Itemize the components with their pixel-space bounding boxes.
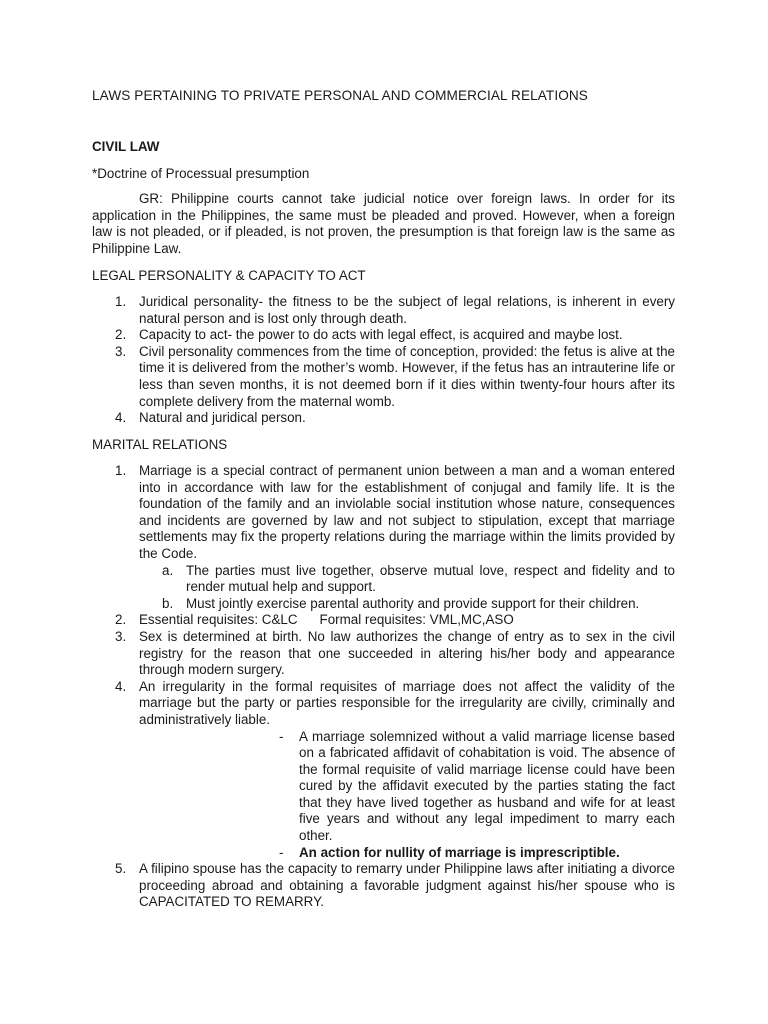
list-item-text: An irregularity in the formal requisites of marriage does not affect the validity of the marriage but the party or parties responsible for the irregularity are civilly, criminally and administratively liable. <box>139 678 675 727</box>
legal-personality-heading: LEGAL PERSONALITY & CAPACITY TO ACT <box>92 268 366 283</box>
dash-bullet: - <box>279 728 284 744</box>
list-number: 2. <box>115 327 127 343</box>
list-number: 3. <box>115 343 127 359</box>
formal-requisites: Formal requisites: VML,MC,ASO <box>319 612 514 628</box>
list-item <box>92 410 675 427</box>
list-number: 1. <box>115 294 127 309</box>
list-item <box>92 463 675 612</box>
dash-bullet: - <box>279 844 284 860</box>
list-item-text: Marriage is a special contract of permanent union between a man and a woman entered into in accordance with law for the establishment of conjugal and family life. It is the foundation of the family and an inviolable social institution whose nature, consequences and incidents are governed by law and not subject to stipulation, except that marriage settlements may fix the property relations during the marriage within the limits provided by the Code. <box>139 463 675 561</box>
sub-list-letter: a. <box>162 562 174 578</box>
list-number: 4. <box>115 410 127 426</box>
list-item-text: Juridical personality- the fitness to be the subject of legal relations, is inherent in every natural person and is lost only through death. <box>139 294 675 326</box>
sub-list <box>139 563 675 613</box>
list-item <box>92 679 675 862</box>
list-item-text: Civil personality commences from the time of conception, provided: the fetus is alive at the time it is delivered from the mother’s womb. However, if the fetus has an intrauterine life or less than seven months, it is not deemed born if it dies within twenty-four hours after its complete delivery from the maternal womb. <box>139 343 675 409</box>
marital-relations-list <box>92 463 675 911</box>
list-item <box>92 294 675 327</box>
list-number: 3. <box>115 628 127 644</box>
dash-list <box>139 729 675 862</box>
list-number: 2. <box>115 612 127 628</box>
dash-list-item-text: An action for nullity of marriage is imprescriptible. <box>299 844 620 860</box>
list-number: 4. <box>115 678 127 694</box>
sub-list-letter: b. <box>162 595 174 611</box>
dash-list-item <box>279 729 675 845</box>
list-item <box>92 861 675 911</box>
sub-list-item <box>139 563 675 596</box>
list-item-text: Natural and juridical person. <box>139 410 306 426</box>
civil-law-heading: CIVIL LAW <box>92 139 160 154</box>
sub-list-item-text: Must jointly exercise parental authority and provide support for their children. <box>186 595 640 611</box>
list-item-text: Capacity to act- the power to do acts with legal effect, is acquired and maybe lost. <box>139 327 623 343</box>
sub-list-item <box>139 596 675 613</box>
dash-list-item-text: A marriage solemnized without a valid marriage license based on a fabricated affidavit of cohabitation is void. The absence of the formal requisite of valid marriage license could have been cured by the affidavit executed by the parties stating the fact that they have lived together as husband and wife for at least five years and without any legal impediment to marry each other. <box>299 728 675 844</box>
list-item <box>92 344 675 410</box>
list-item-text: Sex is determined at birth. No law authorizes the change of entry as to sex in the civil registry for the reason that one succeeded in altering his/her body and appearance through modern surgery. <box>139 628 675 678</box>
document-title: LAWS PERTAINING TO PRIVATE PERSONAL AND COMMERCIAL RELATIONS <box>92 88 588 103</box>
sub-list-item-text: The parties must live together, observe mutual love, respect and fidelity and to render mutual help and support. <box>186 562 675 595</box>
list-item-text: A filipino spouse has the capacity to remarry under Philippine laws after initiating a divorce proceeding abroad and obtaining a favorable judgment against his/her spouse who is CAPACITATED TO REMARRY. <box>139 861 675 910</box>
gr-paragraph: GR: Philippine courts cannot take judicial notice over foreign laws. In order for its application in the Philippines, the same must be pleaded and proved. However, when a foreign law is not pleaded, or if pleaded, is not proven, the presumption is that foreign law is the same as Philippine Law. <box>92 191 675 256</box>
list-number: 1. <box>115 463 127 478</box>
list-item <box>92 629 675 679</box>
list-item <box>92 327 675 344</box>
essential-requisites: Essential requisites: C&LC <box>139 612 298 628</box>
marital-relations-heading: MARITAL RELATIONS <box>92 437 228 452</box>
legal-personality-list <box>92 294 675 427</box>
list-number: 5. <box>115 861 127 877</box>
list-item <box>92 612 675 629</box>
dash-list-item <box>279 845 675 862</box>
doctrine-heading: *Doctrine of Processual presumption <box>92 166 310 181</box>
